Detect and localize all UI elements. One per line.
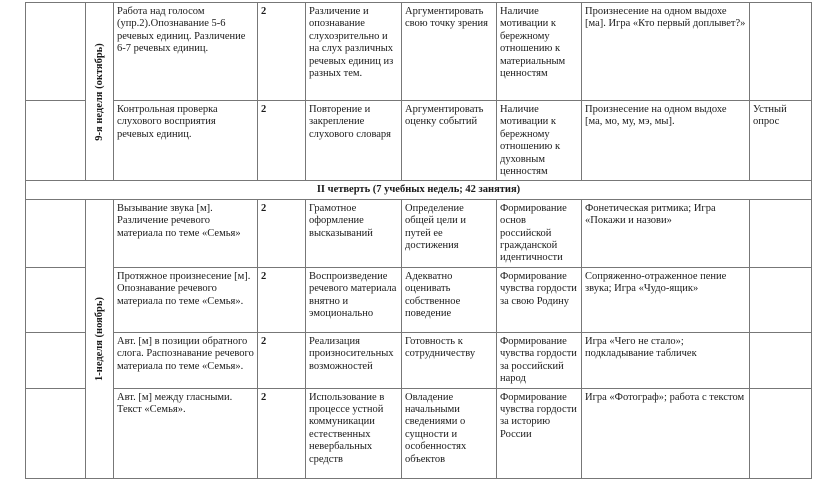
empty-cell [26, 3, 86, 101]
table-row [26, 3, 812, 101]
table-row [26, 388, 812, 478]
week-label: 1-неделя (ноябрь) [93, 296, 105, 381]
personal-cell: Наличие мотивации к бережному отношению к материальным ценностям [497, 3, 582, 101]
activity-cell: Грамотное оформление высказываний [306, 199, 402, 267]
week-label: 9-я неделя (октябрь) [93, 43, 105, 141]
regulative-cell: Адекватно оценивать собственное поведение [402, 267, 497, 332]
control-cell [750, 199, 812, 267]
topic-cell: Авт. [м] между гласными. Текст «Семья». [114, 388, 258, 478]
personal-cell: Наличие мотивации к бережному отношению к духовным ценностям [497, 101, 582, 181]
regulative-cell: Готовность к сотрудничеству [402, 332, 497, 388]
personal-cell: Формирование чувства гордости за российский народ [497, 332, 582, 388]
activity-cell: Различение и опознавание слухозрительно и на слух различных речевых единиц из разных тем. [306, 3, 402, 101]
activity-cell: Реализация произносительных возможностей [306, 332, 402, 388]
regulative-cell: Аргументировать оценку событий [402, 101, 497, 181]
topic-cell: Авт. [м] в позиции обратного слога. Распознавание речевого материала по теме «Семья». [114, 332, 258, 388]
regulative-cell: Аргументировать свою точку зрения [402, 3, 497, 101]
hours-cell: 2 [258, 267, 306, 332]
empty-cell [26, 199, 86, 267]
topic-cell: Работа над голосом (упр.2).Опознавание 5-6 речевых единиц. Различение 6-7 речевых единиц. [114, 3, 258, 101]
personal-cell: Формирование чувства гордости за историю России [497, 388, 582, 478]
regulative-cell: Овладение начальными сведениями о сущности и особенностях объектов [402, 388, 497, 478]
table-row [26, 101, 812, 181]
topic-cell: Протяжное произнесение [м]. Опознавание речевого материала по теме «Семья». [114, 267, 258, 332]
hours-cell: 2 [258, 388, 306, 478]
hours-cell: 2 [258, 199, 306, 267]
activity-cell: Воспроизведение речевого материала внятно и эмоционально [306, 267, 402, 332]
week-label-cell [86, 3, 114, 181]
pronunciation-cell: Игра «Чего не стало»; подкладывание табличек [582, 332, 750, 388]
pronunciation-cell: Сопряженно-отраженное пение звука; Игра «Чудо-ящик» [582, 267, 750, 332]
personal-cell: Формирование основ российской гражданской идентичности [497, 199, 582, 267]
personal-cell: Формирование чувства гордости за свою Родину [497, 267, 582, 332]
activity-cell: Повторение и закрепление слухового словаря [306, 101, 402, 181]
regulative-cell: Определение общей цели и путей ее достижения [402, 199, 497, 267]
pronunciation-cell: Фонетическая ритмика; Игра «Покажи и назови» [582, 199, 750, 267]
week-label-cell [86, 199, 114, 478]
empty-cell [26, 388, 86, 478]
hours-cell: 2 [258, 3, 306, 101]
topic-cell: Вызывание звука [м]. Различение речевого материала по теме «Семья» [114, 199, 258, 267]
control-cell [750, 332, 812, 388]
table-row [26, 267, 812, 332]
table-row [26, 181, 812, 199]
hours-cell: 2 [258, 101, 306, 181]
lesson-plan-table [25, 2, 812, 479]
control-cell [750, 267, 812, 332]
empty-cell [26, 332, 86, 388]
empty-cell [26, 267, 86, 332]
table-row [26, 332, 812, 388]
table-row [26, 199, 812, 267]
pronunciation-cell: Игра «Фотограф»; работа с текстом [582, 388, 750, 478]
control-cell: Устный опрос [750, 101, 812, 181]
control-cell [750, 388, 812, 478]
control-cell [750, 3, 812, 101]
pronunciation-cell: Произнесение на одном выдохе [ма]. Игра «Кто первый доплывет?» [582, 3, 750, 101]
activity-cell: Использование в процессе устной коммуникации естественных невербальных средств [306, 388, 402, 478]
pronunciation-cell: Произнесение на одном выдохе [ма, мо, му, мэ, мы]. [582, 101, 750, 181]
topic-cell: Контрольная проверка слухового восприятия речевых единиц. [114, 101, 258, 181]
empty-cell [26, 101, 86, 181]
quarter-header: II четверть (7 учебных недель; 42 занятия) [26, 181, 812, 199]
hours-cell: 2 [258, 332, 306, 388]
